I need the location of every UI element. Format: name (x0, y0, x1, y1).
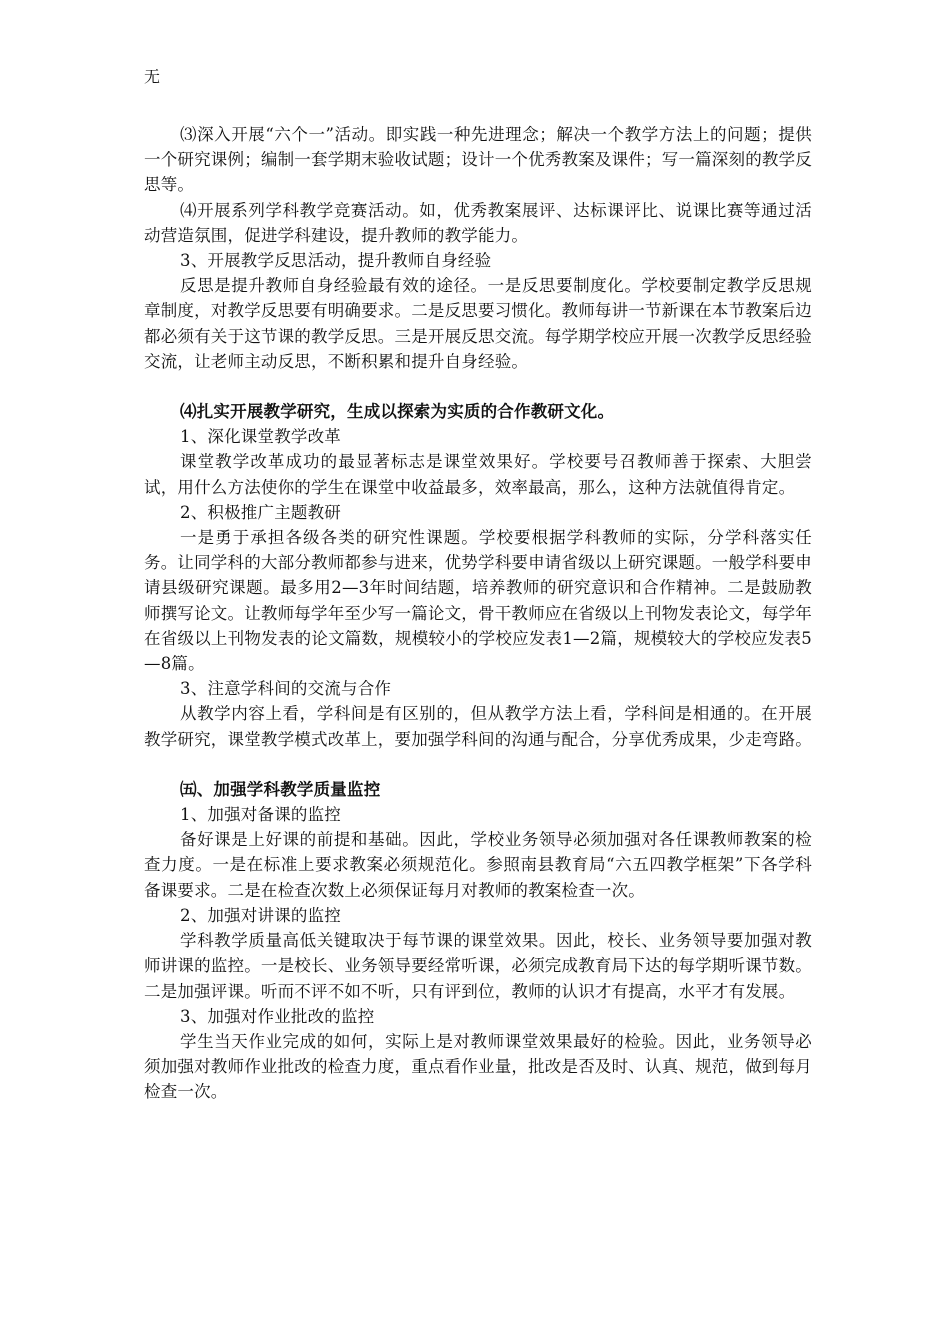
subheading: 3、开展教学反思活动，提升教师自身经验 (180, 251, 492, 271)
paragraph: ⑷开展系列学科教学竞赛活动。如，优秀教案展评、达标课评比、说课比赛等通过活动营造氛围，促进学科建设，提升教师的教学能力。 (144, 200, 812, 245)
subheading: 1、加强对备课的监控 (180, 805, 341, 825)
section-heading: ⑷扎实开展教学研究，生成以探索为实质的合作教研文化。 (180, 402, 615, 422)
paragraph: 反思是提升教师自身经验最有效的途径。一是反思要制度化。学校要制定教学反思规章制度，对教学反思要有明确要求。二是反思要习惯化。教师每讲一节新课在本节教案后边都必须有关于这节课的教学反思。三是开展反思交流。每学期学校应开展一次教学反思经验交流，让老师主动反思，不断积累和提升自身经验。 (144, 276, 812, 371)
paragraph: ⑶深入开展“六个一”活动。即实践一种先进理念；解决一个教学方法上的问题；提供一个研究课例；编制一套学期末验收试题；设计一个优秀教案及课件；写一篇深刻的教学反思等。 (144, 125, 812, 195)
document-body (144, 122, 812, 1105)
subheading: 3、加强对作业批改的监控 (180, 1006, 375, 1026)
paragraph: 备好课是上好课的前提和基础。因此，学校业务领导必须加强对各任课教师教案的检查力度。一是在标准上要求教案必须规范化。参照南县教育局“六五四教学框架”下各学科备课要求。二是在检查次数上必须保证每月对教师的教案检查一次。 (144, 830, 812, 900)
subheading: 3、注意学科间的交流与合作 (180, 679, 392, 699)
page-header: 无 (144, 67, 161, 86)
subheading: 2、积极推广主题教研 (180, 502, 341, 522)
paragraph: 学科教学质量高低关键取决于每节课的课堂效果。因此，校长、业务领导要加强对教师讲课的监控。一是校长、业务领导要经常听课，必须完成教育局下达的每学期听课节数。二是加强评课。听而不评不如不听，只有评到位，教师的认识才有提高，水平才有发展。 (144, 931, 812, 1001)
paragraph: 学生当天作业完成的如何，实际上是对教师课堂效果最好的检验。因此，业务领导必须加强对教师作业批改的检查力度，重点看作业量，批改是否及时、认真、规范，做到每月检查一次。 (144, 1031, 812, 1102)
paragraph: 课堂教学改革成功的最显著标志是课堂效果好。学校要号召教师善于探索、大胆尝试，用什么方法使你的学生在课堂中收益最多，效率最高，那么，这种方法就值得肯定。 (144, 452, 812, 497)
section-heading: ㈤、加强学科教学质量监控 (180, 779, 381, 799)
subheading: 1、深化课堂教学改革 (180, 427, 341, 447)
paragraph: 从教学内容上看，学科间是有区别的，但从教学方法上看，学科间是相通的。在开展教学研究，课堂教学模式改革上，要加强学科间的沟通与配合，分享优秀成果，少走弯路。 (144, 704, 812, 749)
paragraph: 一是勇于承担各级各类的研究性课题。学校要根据学科教师的实际，分学科落实任务。让同学科的大部分教师都参与进来，优势学科要申请省级以上研究课题。一般学科要申请县级研究课题。最多用2—3年时间结题，培养教师的研究意识和合作精神。二是鼓励教师撰写论文。让教师每学年至少写一篇论文，骨干教师应在省级以上刊物发表论文，每学年在省级以上刊物发表的论文篇数，规模较小的学校应发表1—2篇，规模较大的学校应发表5—8篇。 (144, 528, 812, 674)
subheading: 2、加强对讲课的监控 (180, 905, 341, 925)
